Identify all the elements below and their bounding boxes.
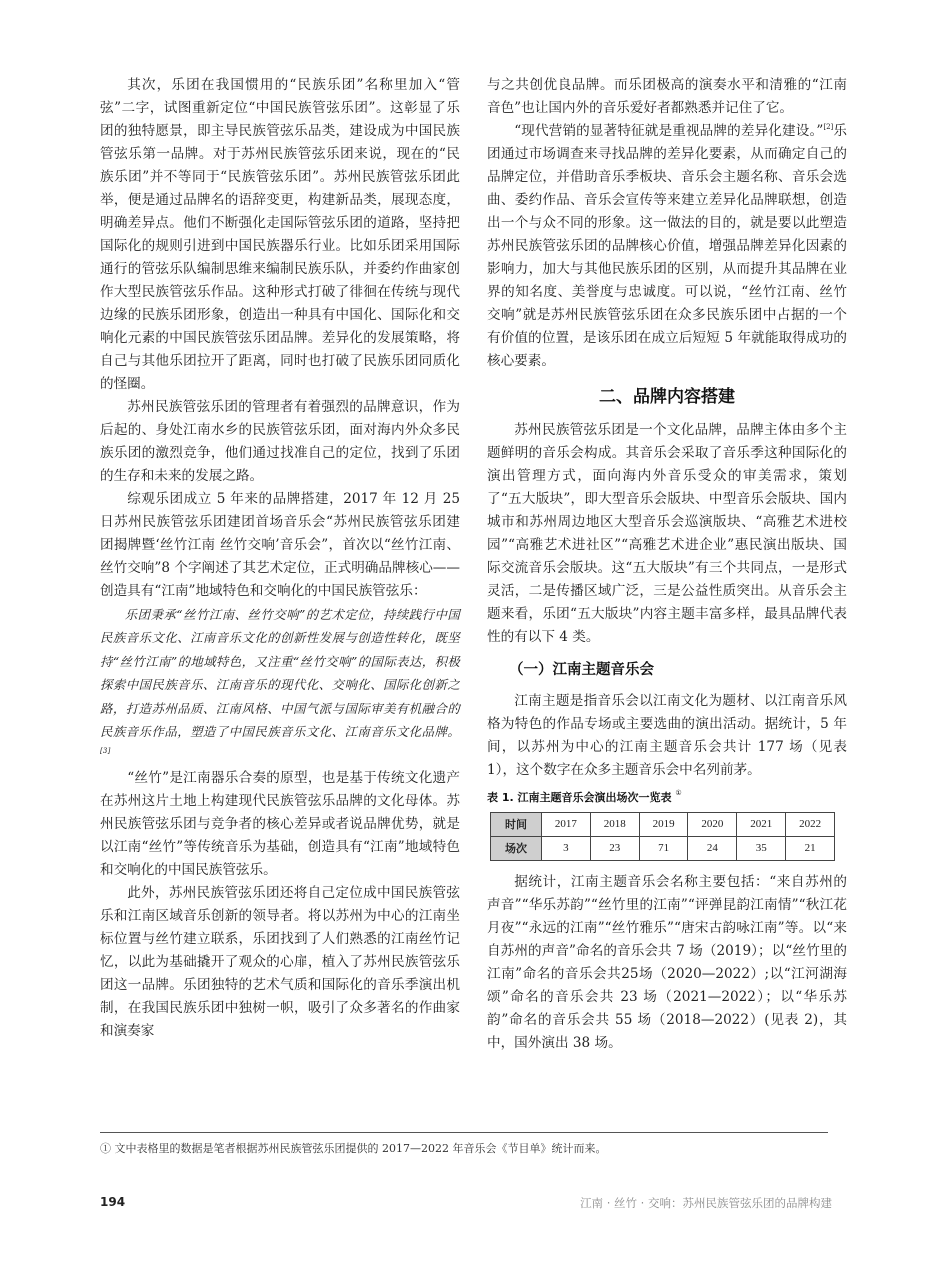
running-title: 江南 · 丝竹 · 交响：苏州民族管弦乐团的品牌构建: [580, 1196, 832, 1210]
year-cell: 2017: [542, 813, 591, 837]
paragraph-marketing: [487, 120, 847, 373]
count-cell: 23: [590, 837, 639, 861]
block-quote: [100, 603, 460, 767]
paragraph-sizhu: “丝竹”是江南器乐合奏的原型，也是基于传统文化遗产在苏州这片土地上构建现代民族管弦乐品牌的文化母体。苏州民族管弦乐团与竞争者的核心差异或者说品牌优势，就是以江南“丝竹”等传统音乐为基础，创造具有“江南”地域特色和交响化的中国民族管弦乐。: [100, 769, 460, 878]
table-footnote-marker: ①: [675, 789, 682, 797]
right-column: [487, 74, 847, 1055]
footnote-divider: [100, 1132, 828, 1133]
table-row-counts: [491, 837, 835, 861]
marketing-quote: “现代营销的显著特征就是重视品牌的差异化建设。”: [514, 123, 824, 139]
count-cell: 3: [542, 837, 591, 861]
table-caption-text: 表 1. 江南主题音乐会演出场次一览表: [487, 791, 672, 804]
year-cell: 2021: [737, 813, 786, 837]
count-cell: 71: [639, 837, 688, 861]
citation-3: [3]: [100, 747, 111, 756]
count-cell: 35: [737, 837, 786, 861]
year-cell: 2020: [688, 813, 737, 837]
page-number: 194: [100, 1195, 126, 1209]
paragraph-jiangnan-theme: 江南主题是指音乐会以江南文化为题材、以江南音乐风格为特色的作品专场或主要选曲的演出活动。据统计，5 年间，以苏州为中心的江南主题音乐会共计 177 场（见表 1），这个数字在众多主题音乐会中名列前茅。: [487, 693, 847, 778]
subsection-title: （一）江南主题音乐会: [509, 662, 654, 678]
year-cell: 2019: [639, 813, 688, 837]
row-header-time: 时间: [491, 813, 542, 837]
paragraph-continued: 与之共创优良品牌。而乐团极高的演奏水平和清雅的“江南音色”也让国内外的音乐爱好者都熟悉并记住了它。: [487, 77, 847, 116]
marketing-body: 乐团通过市场调查来寻找品牌的差异化要素，从而确定自己的品牌定位，并借助音乐季板块、音乐会主题名称、音乐会选曲、委约作品、音乐会宣传等来建立差异化品牌联想，创造出一个与众不同的形象。这一做法的目的，就是要以此塑造苏州民族管弦乐团的品牌核心价值，增强品牌差异化因素的影响力，加大与其他民族乐团的区别，从而提升其品牌在业界的知名度、美誉度与忠诚度。可以说，“丝竹江南、丝竹交响”就是苏州民族管弦乐团在众多民族乐团中占据的一个有价值的位置，是该乐团在成立后短短 5 年就能取得成功的核心要素。: [487, 123, 847, 369]
citation-2: [2]: [823, 123, 834, 131]
table-row-years: [491, 813, 835, 837]
paragraph-brand-awareness: 苏州民族管弦乐团的管理者有着强烈的品牌意识，作为后起的、身处江南水乡的民族管弦乐团，面对海内外众多民族乐团的激烈竞争，他们通过找准自己的定位，找到了乐团的生存和未来的发展之路。: [100, 399, 460, 484]
section-title: 二、品牌内容搭建: [599, 387, 735, 407]
quote-text: 乐团秉承“丝竹江南、丝竹交响”的艺术定位，持续践行中国民族音乐文化、江南音乐文化的创新性发展与创造性转化，既坚持“丝竹江南”的地域特色，又注重“丝竹交响”的国际表达，积极探索中国民族音乐、江南音乐的现代化、交响化、国际化创新之路，打造苏州品质、江南风格、中国气派与国际审美有机融合的民族音乐作品，塑造了中国民族音乐文化、江南音乐文化品牌。: [100, 607, 460, 740]
concert-count-table: [490, 812, 835, 861]
count-cell: 21: [786, 837, 835, 861]
row-header-count: 场次: [491, 837, 542, 861]
left-column: [100, 74, 460, 1043]
paragraph-content-structure: 苏州民族管弦乐团是一个文化品牌，品牌主体由多个主题鲜明的音乐会构成。其音乐会采取了音乐季这种国际化的演出管理方式，面向海内外音乐受众的审美需求，策划了“五大版块”，即大型音乐会版块、中型音乐会版块、国内城市和苏州周边地区大型音乐会巡演版块、“高雅艺术进校园”“高雅艺术进社区”“高雅艺术进企业”惠民演出版块、国际交流音乐会版块。这“五大版块”有三个共同点，一是形式灵活，二是传播区域广泛，三是公益性质突出。从音乐会主题来看，乐团“五大版块”内容主题丰富多样，最具品牌代表性的有以下 4 类。: [487, 422, 847, 645]
paragraph-renaming: 其次，乐团在我国惯用的“民族乐团”名称里加入“管弦”二字，试图重新定位“中国民族管弦乐团”。这彰显了乐团的独特愿景，即主导民族管弦乐品类，建设成为中国民族管弦乐第一品牌。对于苏州民族管弦乐团来说，现在的“民族乐团”并不等同于“民族管弦乐团”。苏州民族管弦乐团此举，便是通过品牌名的语辞变更，构建新品类，展现态度，明确差异点。他们不断强化走国际管弦乐团的道路，坚持把国际化的规则引进到中国民族器乐行业。比如乐团采用国际通行的管弦乐队编制思维来编制民族乐队，并委约作曲家创作大型民族管弦乐作品。这种形式打破了徘徊在传统与现代边缘的民族乐团形象，创造出一种具有中国化、国际化和交响化元素的中国民族管弦乐团品牌。差异化的发展策略，将自己与其他乐团拉开了距离，同时也打破了民族乐团同质化的怪圈。: [100, 77, 460, 392]
count-cell: 24: [688, 837, 737, 861]
paragraph-brand-core: 综观乐团成立 5 年来的品牌搭建，2017 年 12 月 25 日苏州民族管弦乐团建团首场音乐会“苏州民族管弦乐团建团揭牌暨‘丝竹江南 丝竹交响’音乐会”，首次以“丝竹江南、丝竹交响”8 个字阐述了其艺术定位，正式明确品牌核心——创造具有“江南”地域特色和交响化的中国民族管弦乐：: [100, 491, 460, 599]
year-cell: 2022: [786, 813, 835, 837]
footnote: ① 文中表格里的数据是笔者根据苏州民族管弦乐团提供的 2017—2022 年音乐会《节目单》统计而来。: [100, 1142, 607, 1155]
table-caption: [487, 790, 847, 806]
paragraph-concert-names: 据统计，江南主题音乐会名称主要包括：“来自苏州的声音”“华乐苏韵”“丝竹里的江南”“评弹昆韵江南情”“秋江花月夜”“永远的江南”“丝竹雅乐”“唐宋古韵咏江南”等。以“来自苏州的声音”命名的音乐会共 7 场（2019）；以“丝竹里的江南”命名的音乐会共25场（2020—2022）;以“江河湖海颂”命名的音乐会共 23 场（2021—2022）；以“华乐苏韵”命名的音乐会共 55 场（2018—2022）(见表 2)，其中，国外演出 38 场。: [487, 874, 847, 1051]
year-cell: 2018: [590, 813, 639, 837]
paragraph-leader: 此外，苏州民族管弦乐团还将自己定位成中国民族管弦乐和江南区域音乐创新的领导者。将以苏州为中心的江南坐标位置与丝竹建立联系，乐团找到了人们熟悉的江南丝竹记忆，以此为基础撬开了观众的心扉，植入了苏州民族管弦乐团这一品牌。乐团独特的艺术气质和国际化的音乐季演出机制，在我国民族乐团中独树一帜，吸引了众多著名的作曲家和演奏家: [100, 884, 460, 1039]
